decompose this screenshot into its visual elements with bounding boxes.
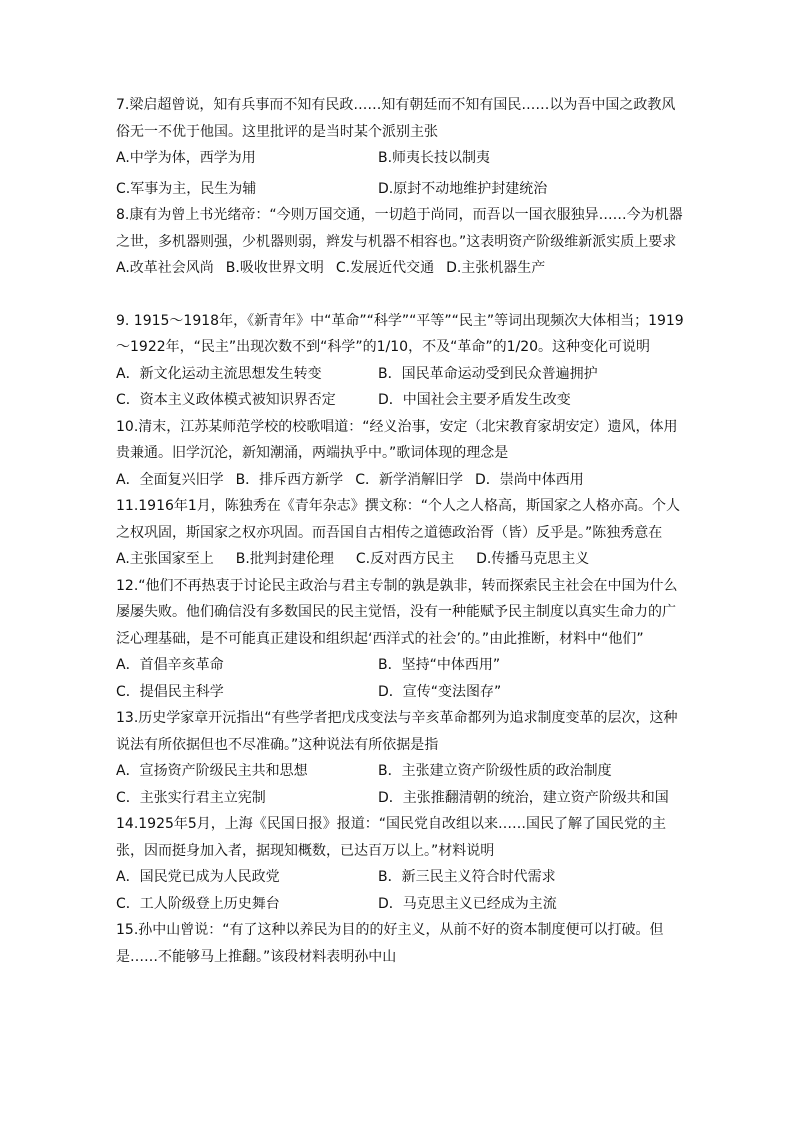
question-stem: 7.梁启超曾说，知有兵事而不知有民政……知有朝廷而不知有国民……以为吾中国之政教风俗无一不优于他国。这里批评的是当时某个派别主张: [116, 97, 676, 140]
question-11: [116, 493, 686, 573]
option-d[interactable]: D．中国社会主要矛盾发生改变: [378, 392, 571, 408]
question-stem: 10.清末，江苏某师范学校的校歌唱道：“经义治事，安定（北宋教育家胡安定）遗风，体用贵兼通。旧学沉沦，新知潮涌，两端执乎中。”歌词体现的理念是: [116, 418, 678, 461]
option-b[interactable]: B．排斥西方新学: [235, 471, 344, 488]
option-d[interactable]: D.原封不动地维护封建统治: [378, 180, 548, 197]
option-a[interactable]: A.中学为体，西学为用: [116, 150, 256, 166]
option-d[interactable]: D．宣传“变法图存”: [378, 683, 502, 700]
question-12: [116, 573, 686, 706]
options-row: [116, 891, 686, 918]
option-c[interactable]: C．提倡民主科学: [116, 683, 224, 700]
question-15: [116, 917, 686, 970]
question-stem: 11.1916年1月，陈独秀在《青年杂志》撰文称：“个人之人格高，斯国家之人格亦高。个人之权巩固，斯国家之权亦巩固。而吾国自古相传之道德政治胥（皆）反乎是。”陈独秀意在: [116, 498, 681, 541]
question-14: [116, 811, 686, 917]
option-a[interactable]: A．宣扬资产阶级民主共和思想: [116, 763, 308, 779]
exam-page: [116, 92, 686, 970]
question-10: [116, 414, 686, 494]
question-stem: 15.孙中山曾说：“有了这种以养民为目的的好主义，从前不好的资本制度便可以打破。但是……不能够马上推翻。”该段材料表明孙中山: [116, 922, 664, 965]
option-a[interactable]: A．首倡辛亥革命: [116, 657, 224, 673]
question-stem: 8.康有为曾上书光绪帝：“今则万国交通，一切趋于尚同，而吾以一国衣服独异……今为机器之世，多机器则强，少机器则弱，辫发与机器不相容也。”这表明资产阶级维新派实质上要求: [116, 207, 683, 250]
option-a[interactable]: A．国民党已成为人民政党: [116, 869, 280, 885]
options-row: [116, 758, 686, 785]
option-c[interactable]: C．资本主义政体模式被知识界否定: [116, 392, 336, 408]
question-stem: 12.“他们不再热衷于讨论民主政治与君主专制的孰是孰非，转而探索民主社会在中国为什么屡屡失败。他们确信没有多数国民的民主觉悟，没有一种能赋予民主制度以真实生命力的广泛心理基础，是不可能真正建设和组织起‘西洋式的社会’的。”由此推断，材料中“他们”: [116, 577, 678, 647]
question-stem: 9. 1915～1918年，《新青年》中“革命”“科学”“平等”“民主”等词出现频次大体相当；1919～1922年，“民主”出现次数不到“科学”的1/10，不及“革命”的1/20。这种变化可说明: [116, 312, 684, 355]
option-b[interactable]: B.批判封建伦理: [235, 551, 334, 567]
option-b[interactable]: B.吸收世界文明: [225, 260, 324, 276]
option-b[interactable]: B．新三民主义符合时代需求: [378, 869, 556, 885]
option-b[interactable]: B．坚持“中体西用”: [378, 657, 501, 673]
question-7: [116, 92, 686, 202]
option-a[interactable]: A.主张国家至上: [116, 551, 214, 567]
question-stem: 13.历史学家章开沅指出“有些学者把戊戌变法与辛亥革命都列为追求制度变革的层次，这种说法有所依据但也不尽准确。”这种说法有所依据是指: [116, 710, 678, 753]
option-c[interactable]: C．主张实行君主立宪制: [116, 789, 266, 806]
options-row: [116, 652, 686, 679]
options-row: [116, 361, 686, 388]
option-d[interactable]: D．崇尚中体西用: [474, 471, 584, 488]
option-a[interactable]: A．新文化运动主流思想发生转变: [116, 365, 322, 382]
options-row: [116, 255, 686, 282]
question-8: [116, 202, 686, 282]
options-row: [116, 679, 686, 706]
option-c[interactable]: C.反对西方民主: [355, 551, 455, 567]
options-row: [116, 387, 686, 414]
options-row: [116, 145, 686, 172]
option-c[interactable]: C.发展近代交通: [335, 260, 435, 276]
option-c[interactable]: C．工人阶级登上历史舞台: [116, 895, 280, 912]
question-9: [116, 308, 686, 414]
options-row: [116, 864, 686, 891]
option-d[interactable]: D.传播马克思主义: [476, 551, 590, 567]
options-row: [116, 176, 686, 203]
option-b[interactable]: B.师夷长技以制夷: [378, 150, 491, 166]
question-stem: 14.1925年5月，上海《民国日报》报道：“国民党自改组以来……国民了解了国民党的主张，因而挺身加入者，据现知概数，已达百万以上。”材料说明: [116, 816, 667, 859]
spacer: [116, 282, 686, 308]
option-c[interactable]: C.军事为主，民生为辅: [116, 180, 257, 197]
options-row: [116, 785, 686, 812]
option-d[interactable]: D．马克思主义已经成为主流: [378, 895, 557, 912]
options-row: [116, 467, 686, 494]
option-d[interactable]: D.主张机器生产: [446, 260, 546, 276]
option-b[interactable]: B．国民革命运动受到民众普遍拥护: [378, 365, 598, 382]
option-a[interactable]: A．全面复兴旧学: [116, 471, 224, 488]
option-b[interactable]: B．主张建立资产阶级性质的政治制度: [378, 763, 612, 779]
option-c[interactable]: C．新学消解旧学: [355, 471, 463, 488]
option-d[interactable]: D．主张推翻清朝的统治，建立资产阶级共和国: [378, 789, 669, 806]
options-row: [116, 546, 686, 573]
question-13: [116, 705, 686, 811]
option-a[interactable]: A.改革社会风尚: [116, 260, 214, 276]
